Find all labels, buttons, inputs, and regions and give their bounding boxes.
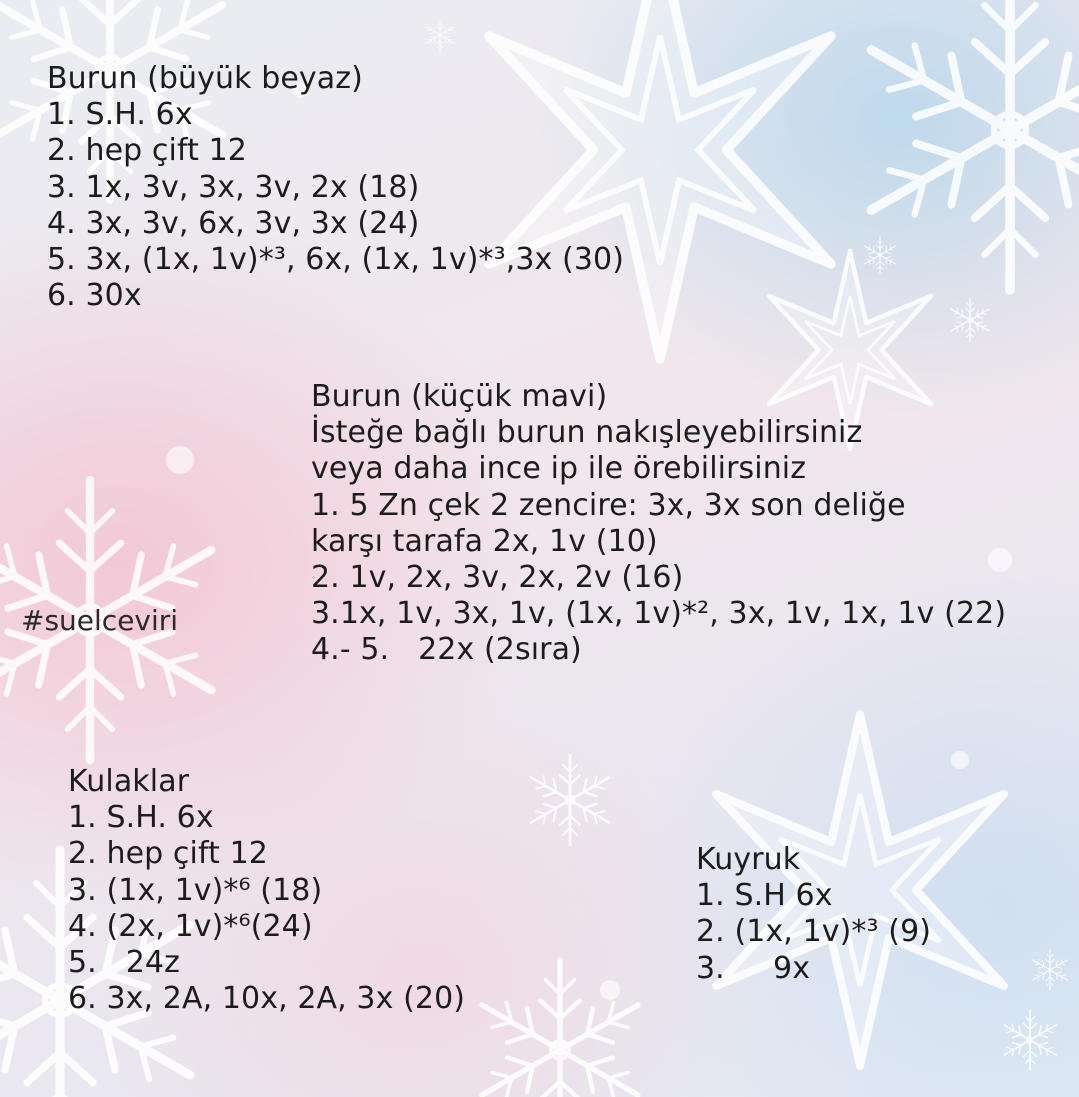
pattern-row: 3.1x, 1v, 3x, 1v, (1x, 1v)*², 3x, 1v, 1x, 1v (22)	[311, 596, 1007, 632]
section-title: Burun (büyük beyaz)	[47, 61, 363, 96]
pattern-row: 4. 3x, 3v, 6x, 3v, 3x (24)	[47, 205, 420, 241]
note-line: veya daha ince ip ile örebilirsiniz	[311, 451, 807, 487]
pattern-row: karşı tarafa 2x, 1v (10)	[311, 523, 658, 559]
section-title: Kulaklar	[68, 764, 190, 799]
pattern-row: 5. 3x, (1x, 1v)*³, 6x, (1x, 1v)*³,3x (30)	[47, 242, 625, 278]
pattern-row: 2. 1v, 2x, 3v, 2x, 2v (16)	[311, 560, 684, 596]
pattern-row: 2. hep çift 12	[47, 133, 247, 169]
section-burun-buyuk	[47, 61, 624, 314]
hashtag: #suelceviri	[21, 604, 179, 637]
pattern-row: 2. hep çift 12	[68, 836, 268, 872]
pattern-row: 3. 9x	[696, 950, 811, 986]
pattern-row: 1. 5 Zn çek 2 zencire: 3x, 3x son deliğe	[311, 487, 906, 523]
pattern-row: 5. 24z	[68, 945, 180, 981]
pattern-row: 1. S.H. 6x	[68, 800, 214, 836]
note-line: İsteğe bağlı burun nakışleyebilirsiniz	[311, 415, 863, 451]
section-kuyruk	[696, 842, 931, 987]
section-kulaklar	[68, 764, 465, 1017]
pattern-row: 2. (1x, 1v)*³ (9)	[696, 914, 932, 950]
pattern-row: 3. 1x, 3v, 3x, 3v, 2x (18)	[47, 169, 420, 205]
pattern-row: 4. (2x, 1v)*⁶(24)	[68, 908, 313, 944]
pattern-row: 4.- 5. 22x (2sıra)	[311, 632, 582, 668]
section-burun-kucuk	[311, 379, 1006, 669]
pattern-row: 6. 30x	[47, 278, 142, 314]
pattern-row: 6. 3x, 2A, 10x, 2A, 3x (20)	[68, 981, 466, 1017]
section-title: Kuyruk	[696, 842, 801, 877]
section-title: Burun (küçük mavi)	[311, 379, 608, 414]
pattern-row: 1. S.H 6x	[696, 878, 833, 914]
pattern-row: 3. (1x, 1v)*⁶ (18)	[68, 872, 323, 908]
pattern-row: 1. S.H. 6x	[47, 97, 193, 133]
